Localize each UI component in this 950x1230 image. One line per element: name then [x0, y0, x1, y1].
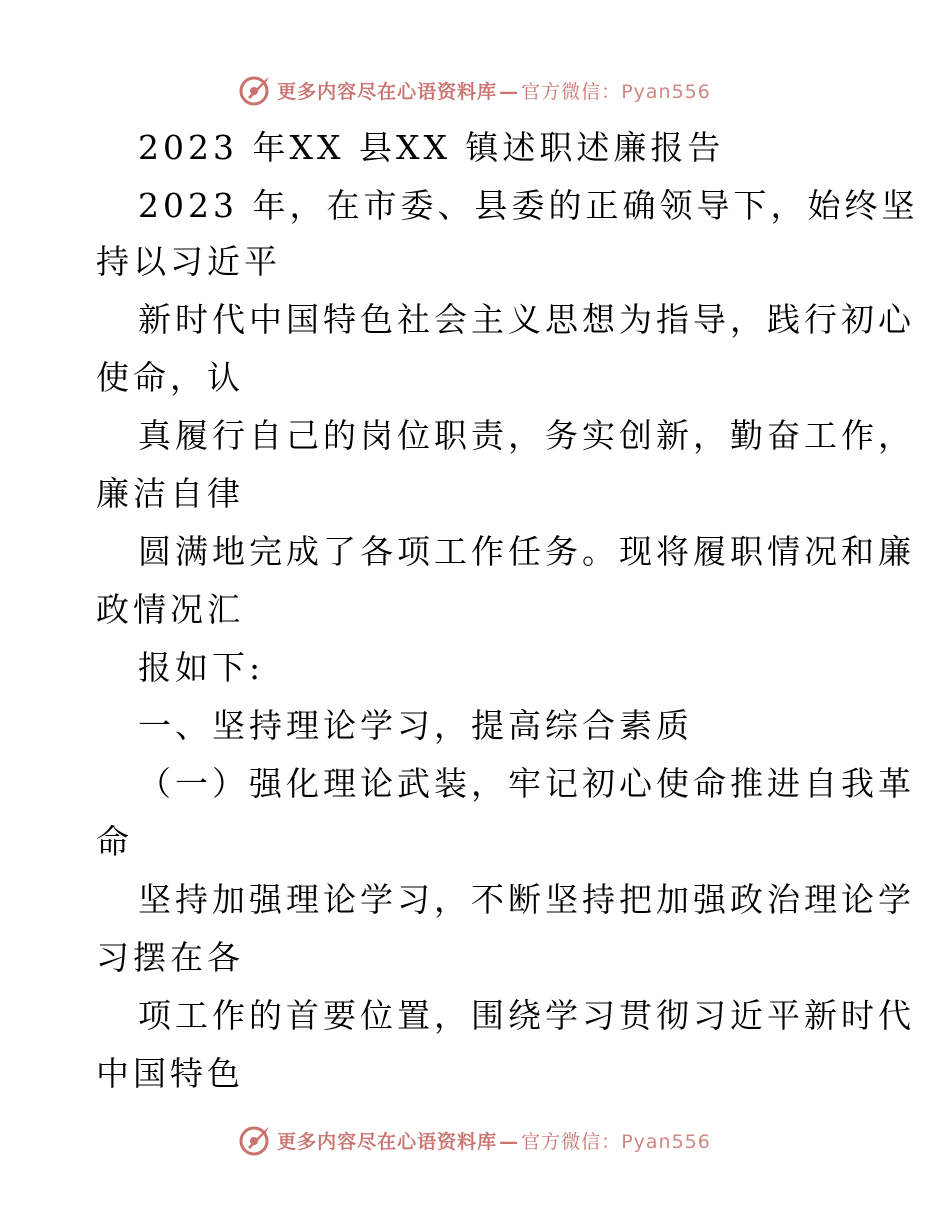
banner-brand: 更多内容尽在心语资料库 [277, 1130, 498, 1153]
banner-text [277, 77, 711, 104]
paragraph-line: 2023 年，在市委、县委的正确领导下，始终坚 [138, 186, 919, 225]
section-heading: 一、坚持理论学习，提高综合素质 [138, 706, 693, 745]
pen-logo-icon [239, 73, 273, 107]
subsection-heading: （一）强化理论武装，牢记初心使命推进自我革 [138, 764, 915, 803]
paragraph-line: 命 [96, 822, 133, 861]
banner-wechat-label: 官方微信： [521, 1130, 622, 1153]
paragraph-line: 使命，认 [96, 358, 244, 397]
banner-dash: — [499, 1130, 520, 1153]
banner-wechat-id: Pyan556 [621, 1130, 711, 1153]
banner-wechat-label: 官方微信： [521, 80, 622, 103]
paragraph-line: 圆满地完成了各项工作任务。现将履职情况和廉 [138, 532, 915, 571]
paragraph-line: 习摆在各 [96, 938, 244, 977]
paragraph-line: 坚持加强理论学习，不断坚持把加强政治理论学 [138, 880, 915, 919]
paragraph-line: 项工作的首要位置，围绕学习贯彻习近平新时代 [138, 996, 915, 1035]
footer-banner [0, 1120, 950, 1160]
header-banner [0, 70, 950, 110]
banner-wechat-id: Pyan556 [621, 80, 711, 103]
paragraph-line: 政情况汇 [96, 590, 244, 629]
paragraph-line: 新时代中国特色社会主义思想为指导，践行初心 [138, 300, 915, 339]
paragraph-line: 报如下: [138, 648, 265, 687]
paragraph-line: 廉洁自律 [96, 474, 244, 513]
banner-brand: 更多内容尽在心语资料库 [277, 80, 498, 103]
banner-dash: — [499, 80, 520, 103]
pen-logo-icon [239, 1123, 273, 1157]
paragraph-line: 持以习近平 [96, 242, 281, 281]
banner-text [277, 1127, 711, 1154]
paragraph-line: 真履行自己的岗位职责，务实创新，勤奋工作， [138, 416, 915, 455]
paragraph-line: 中国特色 [96, 1054, 244, 1093]
document-title: 2023 年XX 县XX 镇述职述廉报告 [138, 128, 725, 167]
